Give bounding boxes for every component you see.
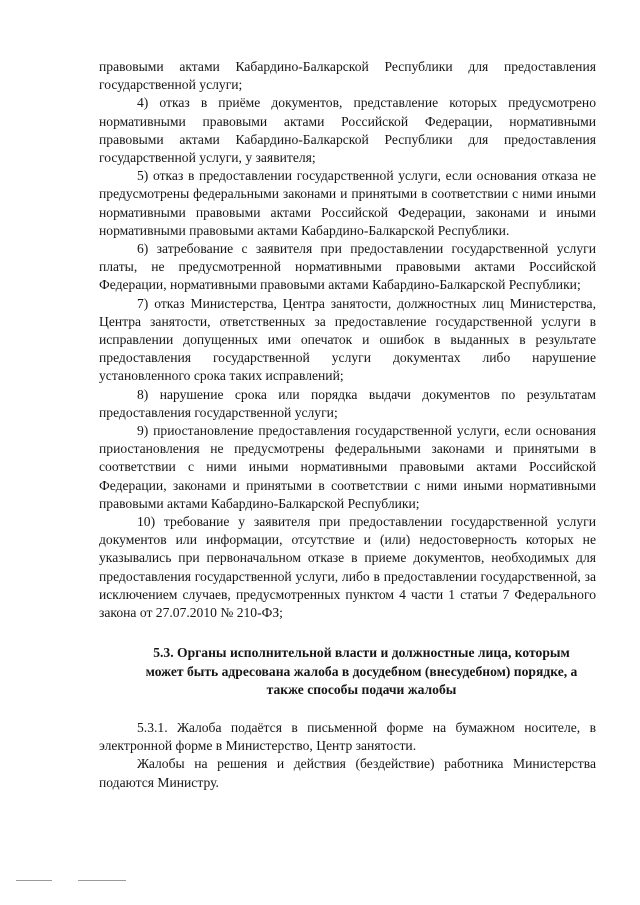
document-body — [99, 58, 596, 792]
paragraph: 9) приостановление предоставления государственной услуги, если основания приостановления не предусмотрены федеральными законами и принятыми в соответствии с ними иными нормативными правовыми актами Российской Федерации, законами и принятыми в соответствии с ними иными нормативными правовыми актами Кабардино-Балкарской Республики; — [99, 423, 596, 511]
paragraphs-after-heading — [99, 719, 596, 792]
paragraph: 8) нарушение срока или порядка выдачи документов по результатам предоставления государственной услуги; — [99, 386, 596, 420]
paragraph: 5) отказ в предоставлении государственной услуги, если основания отказа не предусмотрены федеральными законами и принятыми в соответствии с ними иными нормативными правовыми актами Российской Федерации, законами и иными нормативными правовыми актами Кабардино-Балкарской Республики. — [99, 168, 596, 238]
paragraph: 6) затребование с заявителя при предоставлении государственной услуги платы, не предусмотренной нормативными правовыми актами Российской Федерации, нормативными правовыми актами Кабардино-Балкарской Республики; — [99, 241, 596, 293]
paragraph: 5.3.1. Жалоба подаётся в письменной форме на бумажном носителе, в электронной форме в Министерство, Центр занятости. — [99, 719, 596, 754]
paragraph: правовыми актами Кабардино-Балкарской Республики для предоставления государственной услуги; — [99, 59, 596, 93]
section-heading: 5.3. Органы исполнительной власти и должностные лица, которым может быть адресована жалоба в досудебном (внесудебном) порядке, а также способы подачи жалобы — [145, 645, 578, 697]
paragraph: 4) отказ в приёме документов, представление которых предусмотрено нормативными правовыми актами Российской Федерации, нормативными правовыми актами Кабардино-Балкарской Республики для предоставления государственной услуги, у заявителя; — [99, 95, 596, 166]
scan-artifact-line — [16, 880, 52, 881]
paragraphs-before-heading — [99, 58, 596, 622]
paragraph: 7) отказ Министерства, Центра занятости, должностных лиц Министерства, Центра занятости, ответственных за предоставление государственной услуги в исправлении допущенных ими опечаток и ошибок в выданных в результате предоставления государственной услуги документах либо нарушение установленного срока таких исправлений; — [99, 295, 596, 384]
paragraph: 10) требование у заявителя при предоставлении государственной услуги документов или информации, отсутствие и (или) недостоверность которых не указывались при первоначальном отказе в приеме документов, необходимых для предоставления государственной услуги, либо в предоставлении государственной, за исключением случаев, предусмотренных пунктом 4 части 1 статьи 7 Федерального закона от 27.07.2010 № 210-ФЗ; — [99, 514, 596, 621]
paragraph: Жалобы на решения и действия (бездействие) работника Министерства подаются Министру. — [99, 756, 596, 790]
scan-artifact-line — [78, 880, 126, 881]
